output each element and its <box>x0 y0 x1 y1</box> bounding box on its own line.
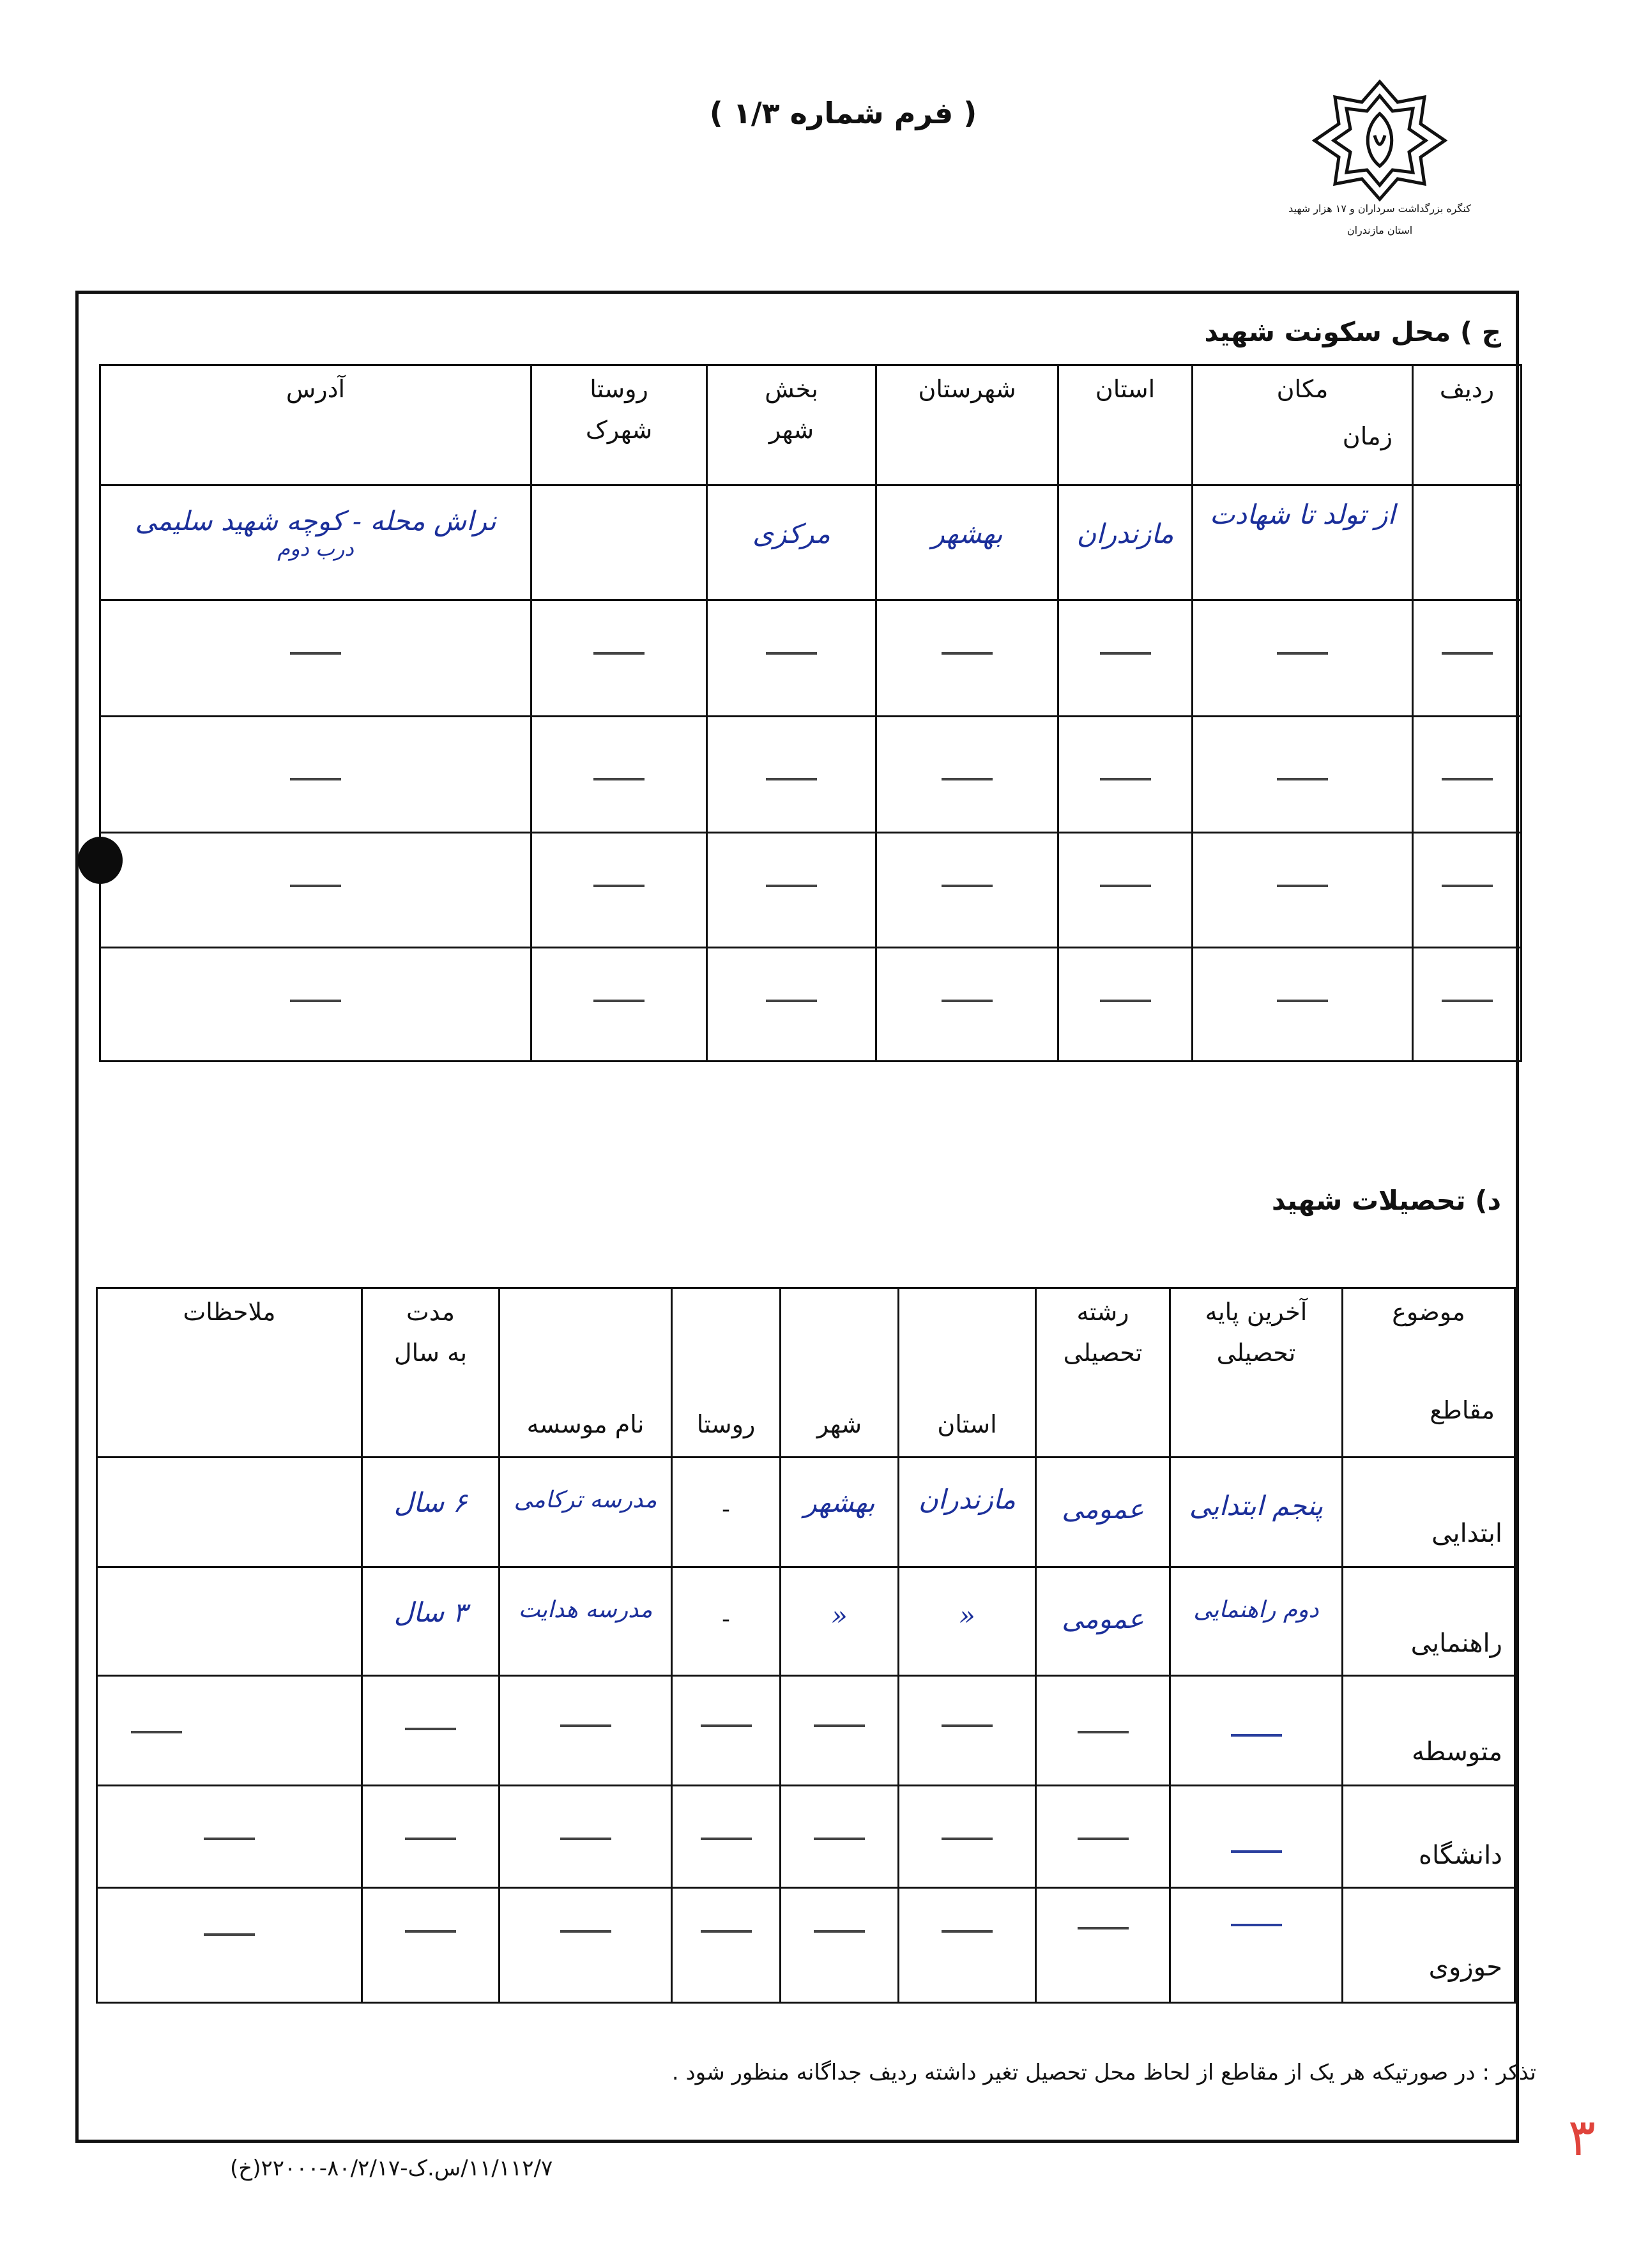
dash-mark <box>766 778 817 780</box>
table-row <box>100 948 1522 1062</box>
empty-cell <box>707 948 876 1062</box>
header-field: رشته تحصیلی <box>1036 1288 1170 1457</box>
dash-mark <box>1100 778 1151 780</box>
empty-cell <box>531 833 707 948</box>
empty-cell <box>531 600 707 717</box>
empty-cell <box>1193 717 1413 833</box>
cell-row-number <box>1413 485 1522 600</box>
cell-notes <box>97 1567 362 1676</box>
level-label: دانشگاه <box>1343 1786 1515 1888</box>
level-label: راهنمایی <box>1343 1567 1515 1676</box>
dash-mark <box>204 1933 255 1936</box>
empty-cell <box>1058 717 1193 833</box>
header-district-city <box>707 365 876 485</box>
empty-cell <box>781 1786 899 1888</box>
section-c-title: ج ) محل سکونت شهید <box>1204 316 1501 347</box>
dash-mark <box>405 1728 456 1730</box>
header-province: استان <box>1058 365 1193 485</box>
empty-cell <box>97 1786 362 1888</box>
empty-cell <box>531 717 707 833</box>
empty-cell <box>500 1676 672 1786</box>
dash-mark <box>1100 652 1151 655</box>
empty-cell <box>1170 1676 1343 1786</box>
empty-cell <box>1036 1888 1170 2003</box>
cell-duration: ۳ سال <box>362 1567 500 1676</box>
empty-cell <box>672 1676 781 1786</box>
empty-cell <box>97 1676 362 1786</box>
empty-cell <box>500 1786 672 1888</box>
empty-cell <box>1036 1676 1170 1786</box>
empty-cell <box>899 1676 1036 1786</box>
dash-mark <box>593 652 645 655</box>
empty-cell <box>876 717 1058 833</box>
empty-cell <box>876 948 1058 1062</box>
empty-cell <box>531 948 707 1062</box>
dash-mark <box>1442 778 1493 780</box>
residence-header-row <box>100 365 1522 485</box>
cell-last-grade: دوم راهنمایی <box>1170 1567 1343 1676</box>
dash-mark <box>1078 1731 1129 1733</box>
header-duration: مدت به سال <box>362 1288 500 1457</box>
empty-cell <box>100 600 531 717</box>
header-levels: مقاطع <box>1430 1396 1495 1424</box>
dash-mark <box>204 1838 255 1840</box>
header-subject-levels <box>1343 1288 1515 1457</box>
header-row-number: ردیف <box>1413 365 1522 485</box>
empty-cell <box>1413 600 1522 717</box>
empty-cell <box>899 1888 1036 2003</box>
table-row <box>97 1457 1515 1567</box>
table-row <box>97 1786 1515 1888</box>
empty-cell <box>1058 948 1193 1062</box>
header-province: استان <box>899 1288 1036 1457</box>
empty-cell <box>1058 600 1193 717</box>
dash-mark <box>942 1724 993 1727</box>
dash-mark <box>701 1838 752 1840</box>
dash-mark <box>290 1000 341 1002</box>
table-row <box>97 1888 1515 2003</box>
dash-mark <box>1442 1000 1493 1002</box>
dash-mark <box>1442 885 1493 887</box>
cell-village: - <box>672 1567 781 1676</box>
dash-mark <box>560 1838 611 1840</box>
empty-cell <box>1170 1888 1343 2003</box>
dash-mark <box>942 1000 993 1002</box>
empty-cell <box>1413 948 1522 1062</box>
empty-cell <box>100 948 531 1062</box>
dash-mark <box>942 652 993 655</box>
hole-punch-mark <box>78 837 123 884</box>
cell-notes <box>97 1457 362 1567</box>
cell-address <box>100 485 531 600</box>
empty-cell <box>1193 948 1413 1062</box>
empty-cell <box>876 833 1058 948</box>
header-subject: موضوع <box>1392 1298 1465 1326</box>
table-row <box>100 600 1522 717</box>
dash-mark <box>131 1731 182 1733</box>
dash-mark <box>593 885 645 887</box>
dash-mark <box>766 652 817 655</box>
empty-cell <box>1413 717 1522 833</box>
header-village: روستا <box>590 375 648 403</box>
dash-mark <box>766 1000 817 1002</box>
table-row <box>97 1676 1515 1786</box>
level-label: ابتدایی <box>1343 1457 1515 1567</box>
dash-mark <box>814 1838 865 1840</box>
header-city: شهر <box>768 416 814 444</box>
header-place: مکان <box>1276 375 1329 403</box>
table-row <box>100 833 1522 948</box>
dash-mark <box>1277 1000 1328 1002</box>
dash-mark <box>1277 885 1328 887</box>
empty-cell <box>100 833 531 948</box>
cell-last-grade: پنجم ابتدایی <box>1170 1457 1343 1567</box>
dash-mark <box>290 885 341 887</box>
dash-mark <box>942 778 993 780</box>
header-village-town <box>531 365 707 485</box>
cell-county: بهشهر <box>876 485 1058 600</box>
education-header-row <box>97 1288 1515 1457</box>
footer-code: ۱۱/۱۱۲/۷/س.ک-۸۰/۲/۱۷-۲۲۰۰۰(خ) <box>230 2156 553 2181</box>
header-district: بخش <box>765 375 818 403</box>
cell-field: عمومی <box>1036 1567 1170 1676</box>
empty-cell <box>1413 833 1522 948</box>
dash-mark <box>1100 885 1151 887</box>
cell-province: « <box>899 1567 1036 1676</box>
header-place-time <box>1193 365 1413 485</box>
dash-mark <box>1231 1850 1282 1853</box>
logo-caption-line1: کنگره بزرگداشت سرداران و ۱۷ هزار شهید <box>1288 202 1471 215</box>
dash-mark <box>701 1930 752 1933</box>
footnote: تذکر : در صورتیکه هر یک از مقاطع از لحاظ محل تحصیل تغیر داشته ردیف جداگانه منظور شود . <box>671 2060 1536 2085</box>
cell-address-line1: نراش محله - کوچه شهید سلیمی <box>135 505 496 537</box>
table-row <box>97 1567 1515 1676</box>
empty-cell <box>707 600 876 717</box>
cell-province: مازندران <box>1058 485 1193 600</box>
empty-cell <box>362 1888 500 2003</box>
cell-address-line2: درب دوم <box>277 537 354 561</box>
cell-duration: ۶ سال <box>362 1457 500 1567</box>
dash-mark <box>766 885 817 887</box>
cell-institute: مدرسه هدایت <box>500 1567 672 1676</box>
residence-table <box>99 364 1522 1062</box>
header-city: شهر <box>781 1288 899 1457</box>
cell-time: از تولد تا شهادت <box>1193 485 1413 600</box>
cell-city: « <box>781 1567 899 1676</box>
header-time: زمان <box>1342 422 1392 450</box>
education-table <box>96 1287 1516 2004</box>
empty-cell <box>100 717 531 833</box>
empty-cell <box>97 1888 362 2003</box>
dash-mark <box>1078 1838 1129 1840</box>
empty-cell <box>362 1676 500 1786</box>
empty-cell <box>781 1888 899 2003</box>
dash-mark <box>290 652 341 655</box>
header-town: شهرک <box>585 416 653 444</box>
dash-mark <box>290 778 341 780</box>
table-row <box>100 717 1522 833</box>
dash-mark <box>942 1838 993 1840</box>
logo-caption-line2: استان مازندران <box>1347 224 1413 236</box>
table-row <box>100 485 1522 600</box>
dash-mark <box>942 885 993 887</box>
empty-cell <box>672 1888 781 2003</box>
star-emblem-icon <box>1303 77 1456 204</box>
dash-mark <box>1277 778 1328 780</box>
dash-mark <box>1078 1927 1129 1929</box>
dash-mark <box>405 1930 456 1933</box>
dash-mark <box>701 1724 752 1727</box>
empty-cell <box>707 833 876 948</box>
header-notes: ملاحظات <box>97 1288 362 1457</box>
dash-mark <box>1100 1000 1151 1002</box>
empty-cell <box>707 717 876 833</box>
empty-cell <box>876 600 1058 717</box>
dash-mark <box>560 1930 611 1933</box>
empty-cell <box>1058 833 1193 948</box>
cell-village: - <box>672 1457 781 1567</box>
empty-cell <box>899 1786 1036 1888</box>
dash-mark <box>1442 652 1493 655</box>
dash-mark <box>1277 652 1328 655</box>
empty-cell <box>1036 1786 1170 1888</box>
dash-mark <box>560 1724 611 1727</box>
dash-mark <box>1231 1734 1282 1737</box>
empty-cell <box>1193 600 1413 717</box>
cell-province: مازندران <box>899 1457 1036 1567</box>
header-village: روستا <box>672 1288 781 1457</box>
empty-cell <box>672 1786 781 1888</box>
form-title: ( فرم شماره ۱/۳ ) <box>709 96 977 130</box>
dash-mark <box>814 1724 865 1727</box>
cell-district: مرکزی <box>707 485 876 600</box>
empty-cell <box>1193 833 1413 948</box>
cell-institute: مدرسه ترکامی <box>500 1457 672 1567</box>
dash-mark <box>1231 1924 1282 1926</box>
dash-mark <box>593 778 645 780</box>
dash-mark <box>942 1930 993 1933</box>
header-county: شهرستان <box>876 365 1058 485</box>
empty-cell <box>362 1786 500 1888</box>
empty-cell <box>1170 1786 1343 1888</box>
logo-caption <box>1284 198 1476 241</box>
page-number: ۳ <box>1568 2108 1596 2167</box>
cell-village <box>531 485 707 600</box>
dash-mark <box>814 1930 865 1933</box>
header-address: آدرس <box>100 365 531 485</box>
empty-cell <box>781 1676 899 1786</box>
cell-city: بهشهر <box>781 1457 899 1567</box>
header-institute: نام موسسه <box>500 1288 672 1457</box>
empty-cell <box>500 1888 672 2003</box>
section-d-title: د) تحصیلات شهید <box>1271 1185 1501 1216</box>
level-label: حوزوی <box>1343 1888 1515 2003</box>
level-label: متوسطه <box>1343 1676 1515 1786</box>
header-last-grade: آخرین پایه تحصیلی <box>1170 1288 1343 1457</box>
dash-mark <box>405 1838 456 1840</box>
dash-mark <box>593 1000 645 1002</box>
cell-field: عمومی <box>1036 1457 1170 1567</box>
